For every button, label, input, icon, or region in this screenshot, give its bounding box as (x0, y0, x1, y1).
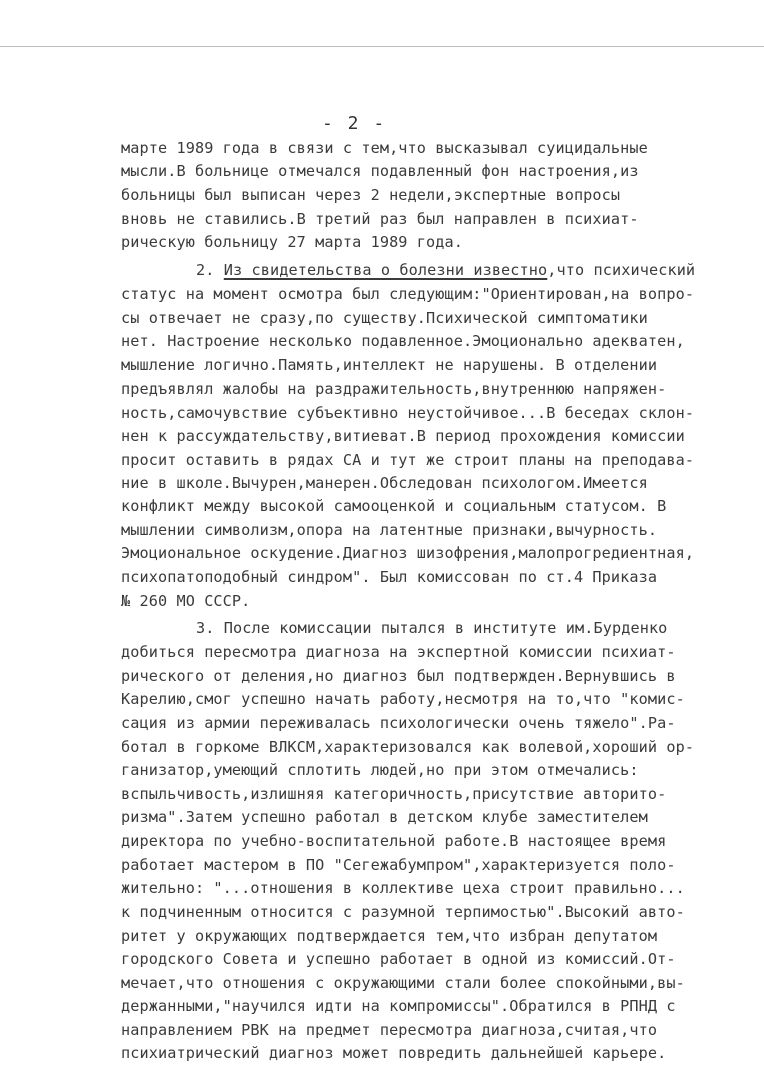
paragraph-2-line: психопатоподобный синдром". Был комиссован по ст.4 Приказа (121, 568, 658, 586)
page-number: - 2 - (322, 113, 387, 134)
paragraph-2-line: конфликт между высокой самооценкой и социальным статусом. В (121, 497, 667, 515)
paragraph-1-line: вновь не ставились.В третий раз был направлен в психиат- (121, 210, 639, 228)
paragraph-3-line: добиться пересмотра диагноза на экспертной комиссии психиат- (121, 643, 676, 661)
paragraph-1-line: мысли.В больнице отмечался подавленный фон настроения,из (121, 162, 639, 180)
paragraph-2-line: просит оставить в рядах СА и тут же строит планы на преподава- (121, 451, 695, 469)
paragraph-2-first-line-rest: ,что психический (547, 261, 696, 279)
paragraph-2-line: ность,самочувствие субъективно неустойчивое...В беседах склон- (121, 404, 695, 422)
paragraph-2-line: № 260 МО СССР. (121, 592, 251, 610)
paragraph-3-line: директора по учебно-воспитательной работе.В настоящее время (121, 832, 667, 850)
paragraph-3-line: жительно: "...отношения в коллективе цеха строит правильно... (121, 879, 685, 897)
paragraph-2-line: нет. Настроение несколько подавленное.Эмоционально адекватен, (121, 332, 685, 350)
paragraph-3-line: вспыльчивость,излишняя категоричность,присутствие авторито- (121, 785, 667, 803)
paragraph-2-line: сы отвечает не сразу,по существу.Психической симптоматики (121, 309, 648, 327)
paragraph-3-line: 3. После комиссации пытался в институте им.Бурденко (196, 619, 668, 637)
paragraph-3-line: ритет у окружающих подтверждается тем,что избран депутатом (121, 927, 658, 945)
paragraph-3-line: ганизатор,умеющий сплотить людей,но при этом отмечались: (121, 761, 639, 779)
paragraph-2-line: предъявлял жалобы на раздражительность,внутреннюю напряжен- (121, 380, 667, 398)
paragraph-1-line: марте 1989 года в связи с тем,что высказывал суицидальные (121, 139, 648, 157)
paragraph-2-line: мышлении символизм,опора на латентные признаки,вычурность. (121, 521, 658, 539)
paragraph-2-line: нен к рассуждательству,витиеват.В период прохождения комиссии (121, 427, 685, 445)
paragraph-2-first-line (196, 259, 695, 281)
paragraph-3-line: ризма".Затем успешно работал в детском клубе заместителем (121, 808, 648, 826)
page-top-edge-line (0, 46, 764, 47)
paragraph-3-line: психиатрический диагноз может повредить дальнейшей карьере. (121, 1044, 667, 1062)
paragraph-3-line: направлением РВК на предмет пересмотра диагноза,считая,что (121, 1021, 658, 1039)
paragraph-3-line: ботал в горкоме ВЛКСМ,характеризовался как волевой,хороший ор- (121, 738, 695, 756)
paragraph-3-line: Карелию,смог успешно начать работу,несмотря на то,что "комис- (121, 690, 685, 708)
paragraph-3-line: держанными,"научился идти на компромиссы".Обратился в РПНД с (121, 997, 676, 1015)
underlined-phrase: Из свидетельства о болезни известно (223, 261, 548, 279)
paragraph-2-number: 2. (196, 261, 215, 279)
paragraph-3-line: к подчиненным относится с разумной терпимостью".Высокий авто- (121, 903, 685, 921)
paragraph-3-line: работает мастером в ПО "Сегежабумпром",характеризуется поло- (121, 856, 676, 874)
paragraph-3-line: мечает,что отношения с окружающими стали более спокойными,вы- (121, 974, 685, 992)
paragraph-2-line: мышление логично.Память,интеллект не нарушены. В отделении (121, 356, 658, 374)
paragraph-1-line: рическую больницу 27 марта 1989 года. (121, 233, 464, 251)
paragraph-2-line: Эмоциональное оскудение.Диагноз шизофрения,малопрогредиентная, (121, 544, 695, 562)
paragraph-3-line: городского Совета и успешно работает в одной из комиссий.От- (121, 950, 676, 968)
paragraph-2-line: ние в школе.Вычурен,манерен.Обследован психологом.Имеется (121, 474, 648, 492)
paragraph-3-line: сация из армии переживалась психологически очень тяжело".Ра- (121, 714, 676, 732)
paragraph-1-line: больницы был выписан через 2 недели,экспертные вопросы (121, 186, 621, 204)
paragraph-2-line: статус на момент осмотра был следующим:"Ориентирован,на вопро- (121, 285, 695, 303)
paragraph-3-line: рического от деления,но диагноз был подтвержден.Вернувшись в (121, 667, 676, 685)
